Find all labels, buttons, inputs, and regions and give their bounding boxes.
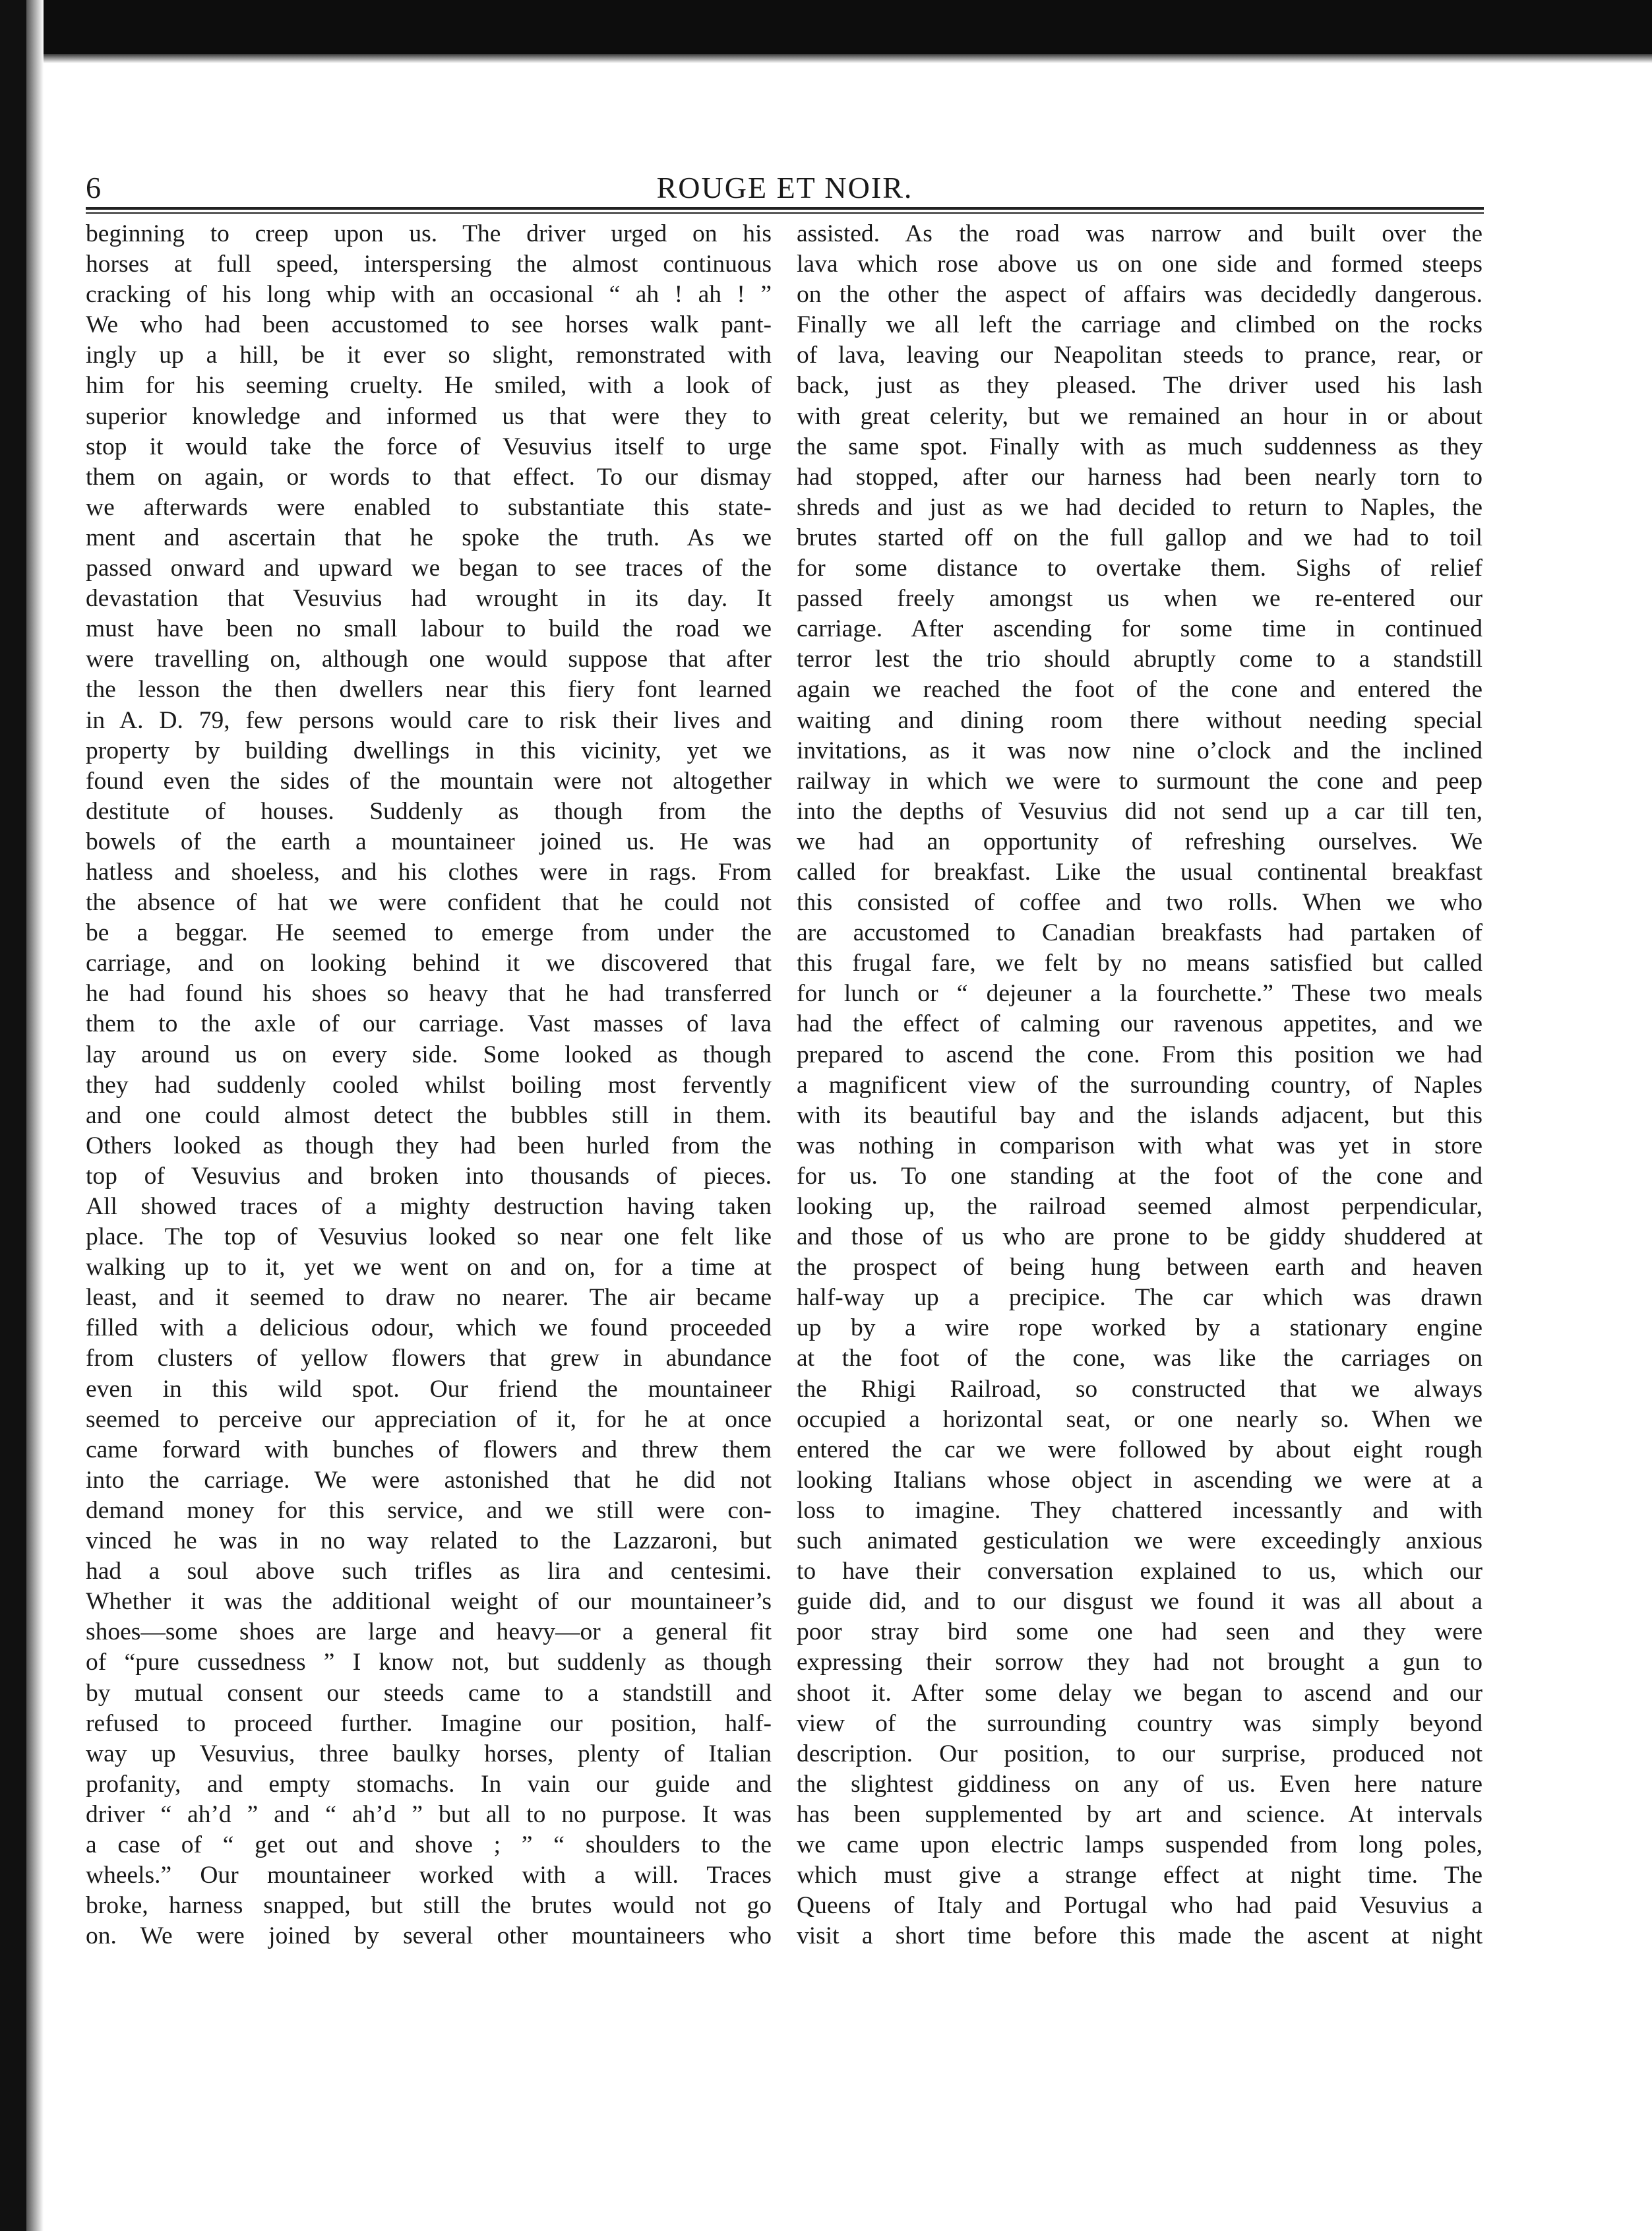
text-line: a case of “ get out and shove ; ” “ shoulders to the bbox=[86, 1831, 772, 1858]
text-line: Whether it was the additional weight of our mountaineer’s bbox=[86, 1588, 772, 1616]
text-line: carriage. After ascending for some time in continued bbox=[797, 615, 1483, 643]
text-line: for lunch or “ dejeuner a la fourchette.” These two meals bbox=[797, 980, 1483, 1008]
text-line: the same spot. Finally with as much suddenness as they bbox=[797, 433, 1483, 460]
text-line: are accustomed to Canadian breakfasts had partaken of bbox=[797, 919, 1483, 947]
text-line: ingly up a hill, be it ever so slight, remonstrated with bbox=[86, 342, 772, 369]
text-line: for some distance to overtake them. Sighs of relief bbox=[797, 555, 1483, 582]
text-line: and one could almost detect the bubbles still in them. bbox=[86, 1101, 772, 1129]
scan-border-left-shadow bbox=[26, 0, 44, 2231]
page-number: 6 bbox=[86, 171, 101, 204]
text-line: loss to imagine. They chattered incessantly and with bbox=[797, 1496, 1483, 1524]
text-line: we came upon electric lamps suspended from long poles, bbox=[797, 1831, 1483, 1858]
text-line: with its beautiful bay and the islands adjacent, but this bbox=[797, 1101, 1483, 1129]
text-line: Others looked as though they had been hurled from the bbox=[86, 1132, 772, 1159]
text-line: least, and it seemed to draw no nearer. The air became bbox=[86, 1284, 772, 1312]
text-line: brutes started off on the full gallop and we had to toil bbox=[797, 524, 1483, 551]
text-line: wheels.” Our mountaineer worked with a will. Traces bbox=[86, 1862, 772, 1889]
text-line: description. Our position, to our surprise, produced not bbox=[797, 1740, 1483, 1767]
text-line: again we reached the foot of the cone and entered the bbox=[797, 676, 1483, 704]
text-line: in A. D. 79, few persons would care to risk their lives and bbox=[86, 706, 772, 734]
text-line: from clusters of yellow flowers that grew in abundance bbox=[86, 1345, 772, 1372]
text-line: found even the sides of the mountain were not altogether bbox=[86, 767, 772, 795]
text-line: refused to proceed further. Imagine our position, half- bbox=[86, 1709, 772, 1737]
text-line: shreds and just as we had decided to return to Naples, the bbox=[797, 493, 1483, 521]
text-line: vinced he was in no way related to the Lazzaroni, but bbox=[86, 1527, 772, 1555]
text-line: filled with a delicious odour, which we found proceeded bbox=[86, 1314, 772, 1342]
text-line: destitute of houses. Suddenly as though from the bbox=[86, 797, 772, 825]
text-line: were travelling on, although one would suppose that after bbox=[86, 646, 772, 673]
text-line: carriage, and on looking behind it we discovered that bbox=[86, 950, 772, 977]
text-line: into the carriage. We were astonished that he did not bbox=[86, 1466, 772, 1494]
text-line: came forward with bunches of flowers and threw them bbox=[86, 1436, 772, 1463]
text-line: expressing their sorrow they had not brought a gun to bbox=[797, 1649, 1483, 1676]
text-line: with great celerity, but we remained an hour in or about bbox=[797, 402, 1483, 430]
text-line: shoes—some shoes are large and heavy—or a general fit bbox=[86, 1618, 772, 1646]
text-line: assisted. As the road was narrow and built over the bbox=[797, 220, 1483, 247]
text-line: the prospect of being hung between earth and heaven bbox=[797, 1254, 1483, 1281]
text-line: railway in which we were to surmount the cone and peep bbox=[797, 767, 1483, 795]
text-line: and those of us who are prone to be giddy shuddered at bbox=[797, 1223, 1483, 1251]
text-line: driver “ ah’d ” and “ ah’d ” but all to no purpose. It was bbox=[86, 1800, 772, 1828]
text-line: he had found his shoes so heavy that he had transferred bbox=[86, 980, 772, 1008]
text-line: half-way up a precipice. The car which was drawn bbox=[797, 1284, 1483, 1312]
text-line: seemed to perceive our appreciation of it, for he at once bbox=[86, 1405, 772, 1433]
text-line: had stopped, after our harness had been nearly torn to bbox=[797, 463, 1483, 491]
text-line: entered the car we were followed by about eight rough bbox=[797, 1436, 1483, 1463]
text-line: we afterwards were enabled to substantiate this state- bbox=[86, 493, 772, 521]
text-line: waiting and dining room there without needing special bbox=[797, 706, 1483, 734]
text-line: looking up, the railroad seemed almost perpendicular, bbox=[797, 1193, 1483, 1220]
text-line: to have their conversation explained to us, which our bbox=[797, 1558, 1483, 1585]
text-line: a magnificent view of the surrounding country, of Naples bbox=[797, 1071, 1483, 1099]
header-rule bbox=[86, 207, 1484, 210]
text-line: must have been no small labour to build the road we bbox=[86, 615, 772, 643]
text-line: by mutual consent our steeds came to a standstill and bbox=[86, 1679, 772, 1707]
text-line: demand money for this service, and we still were con- bbox=[86, 1496, 772, 1524]
text-line: this consisted of coffee and two rolls. When we who bbox=[797, 889, 1483, 917]
text-line: this frugal fare, we felt by no means satisfied but called bbox=[797, 950, 1483, 977]
text-line: them on again, or words to that effect. To our dismay bbox=[86, 463, 772, 491]
text-line: passed freely amongst us when we re-entered our bbox=[797, 585, 1483, 613]
text-line: up by a wire rope worked by a stationary engine bbox=[797, 1314, 1483, 1342]
text-line: on the other the aspect of affairs was decidedly dangerous. bbox=[797, 281, 1483, 309]
text-line: All showed traces of a mighty destruction having taken bbox=[86, 1193, 772, 1220]
text-line: the Rhigi Railroad, so constructed that we always bbox=[797, 1375, 1483, 1403]
text-line: lava which rose above us on one side and formed steeps bbox=[797, 251, 1483, 278]
text-line: shoot it. After some delay we began to ascend and our bbox=[797, 1679, 1483, 1707]
text-line: property by building dwellings in this vicinity, yet we bbox=[86, 737, 772, 764]
text-line: the slightest giddiness on any of us. Even here nature bbox=[797, 1770, 1483, 1798]
page-header bbox=[86, 165, 1484, 211]
text-line: profanity, and empty stomachs. In vain our guide and bbox=[86, 1770, 772, 1798]
text-line: view of the surrounding country was simply beyond bbox=[797, 1709, 1483, 1737]
text-line: bowels of the earth a mountaineer joined us. He was bbox=[86, 828, 772, 855]
text-line: occupied a horizontal seat, or one nearly so. When we bbox=[797, 1405, 1483, 1433]
running-title: ROUGE ET NOIR. bbox=[656, 171, 913, 204]
text-line: they had suddenly cooled whilst boiling most fervently bbox=[86, 1071, 772, 1099]
text-line: We who had been accustomed to see horses walk pant- bbox=[86, 311, 772, 339]
text-line: them to the axle of our carriage. Vast masses of lava bbox=[86, 1010, 772, 1038]
text-line: the lesson the then dwellers near this fiery font learned bbox=[86, 676, 772, 704]
text-line: looking Italians whose object in ascending we were at a bbox=[797, 1466, 1483, 1494]
text-line: of “pure cussedness ” I know not, but suddenly as though bbox=[86, 1649, 772, 1676]
text-line: of lava, leaving our Neapolitan steeds to prance, rear, or bbox=[797, 342, 1483, 369]
text-line: at the foot of the cone, was like the carriages on bbox=[797, 1345, 1483, 1372]
text-line: lay around us on every side. Some looked as though bbox=[86, 1041, 772, 1068]
text-line: even in this wild spot. Our friend the mountaineer bbox=[86, 1375, 772, 1403]
text-line: we had an opportunity of refreshing ourselves. We bbox=[797, 828, 1483, 855]
text-line: back, just as they pleased. The driver used his lash bbox=[797, 372, 1483, 400]
text-line: broke, harness snapped, but still the brutes would not go bbox=[86, 1892, 772, 1920]
text-line: such animated gesticulation we were exceedingly anxious bbox=[797, 1527, 1483, 1555]
text-line: into the depths of Vesuvius did not send up a car till ten, bbox=[797, 797, 1483, 825]
text-line: called for breakfast. Like the usual continental breakfast bbox=[797, 858, 1483, 886]
text-line: poor stray bird some one had seen and they were bbox=[797, 1618, 1483, 1646]
scan-border-top bbox=[0, 0, 1652, 54]
text-line: superior knowledge and informed us that were they to bbox=[86, 402, 772, 430]
text-line: passed onward and upward we began to see traces of the bbox=[86, 555, 772, 582]
header-rule-thin bbox=[86, 212, 1484, 214]
scan-border-left bbox=[0, 0, 26, 2231]
text-line: way up Vesuvius, three baulky horses, plenty of Italian bbox=[86, 1740, 772, 1767]
text-line: guide did, and to our disgust we found it was all about a bbox=[797, 1588, 1483, 1616]
text-line: for us. To one standing at the foot of the cone and bbox=[797, 1162, 1483, 1190]
text-line: the absence of hat we were confident that he could not bbox=[86, 889, 772, 917]
left-column bbox=[86, 219, 772, 1951]
scan-border-top-shadow bbox=[0, 54, 1652, 63]
text-line: walking up to it, yet we went on and on, for a time at bbox=[86, 1254, 772, 1281]
text-line: devastation that Vesuvius had wrought in its day. It bbox=[86, 585, 772, 613]
text-line: ment and ascertain that he spoke the truth. As we bbox=[86, 524, 772, 551]
text-line: invitations, as it was now nine o’clock and the inclined bbox=[797, 737, 1483, 764]
text-line: him for his seeming cruelty. He smiled, with a look of bbox=[86, 372, 772, 400]
text-line: had a soul above such trifles as lira and centesimi. bbox=[86, 1558, 772, 1585]
text-line: has been supplemented by art and science. At intervals bbox=[797, 1800, 1483, 1828]
text-line: Queens of Italy and Portugal who had paid Vesuvius a bbox=[797, 1892, 1483, 1920]
text-line: prepared to ascend the cone. From this position we had bbox=[797, 1041, 1483, 1068]
text-line: visit a short time before this made the ascent at night bbox=[797, 1922, 1483, 1950]
text-line: Finally we all left the carriage and climbed on the rocks bbox=[797, 311, 1483, 339]
text-line: place. The top of Vesuvius looked so near one felt like bbox=[86, 1223, 772, 1251]
text-line: terror lest the trio should abruptly come to a standstill bbox=[797, 646, 1483, 673]
text-line: horses at full speed, interspersing the almost continuous bbox=[86, 251, 772, 278]
text-line: stop it would take the force of Vesuvius itself to urge bbox=[86, 433, 772, 460]
text-line: on. We were joined by several other mountaineers who bbox=[86, 1922, 772, 1950]
text-line: which must give a strange effect at night time. The bbox=[797, 1862, 1483, 1889]
text-line: top of Vesuvius and broken into thousands of pieces. bbox=[86, 1162, 772, 1190]
right-column bbox=[797, 219, 1483, 1951]
text-line: be a beggar. He seemed to emerge from under the bbox=[86, 919, 772, 947]
text-line: cracking of his long whip with an occasional “ ah ! ah ! ” bbox=[86, 281, 772, 309]
text-line: hatless and shoeless, and his clothes were in rags. From bbox=[86, 858, 772, 886]
text-line: had the effect of calming our ravenous appetites, and we bbox=[797, 1010, 1483, 1038]
text-line: beginning to creep upon us. The driver urged on his bbox=[86, 220, 772, 247]
text-line: was nothing in comparison with what was yet in store bbox=[797, 1132, 1483, 1159]
